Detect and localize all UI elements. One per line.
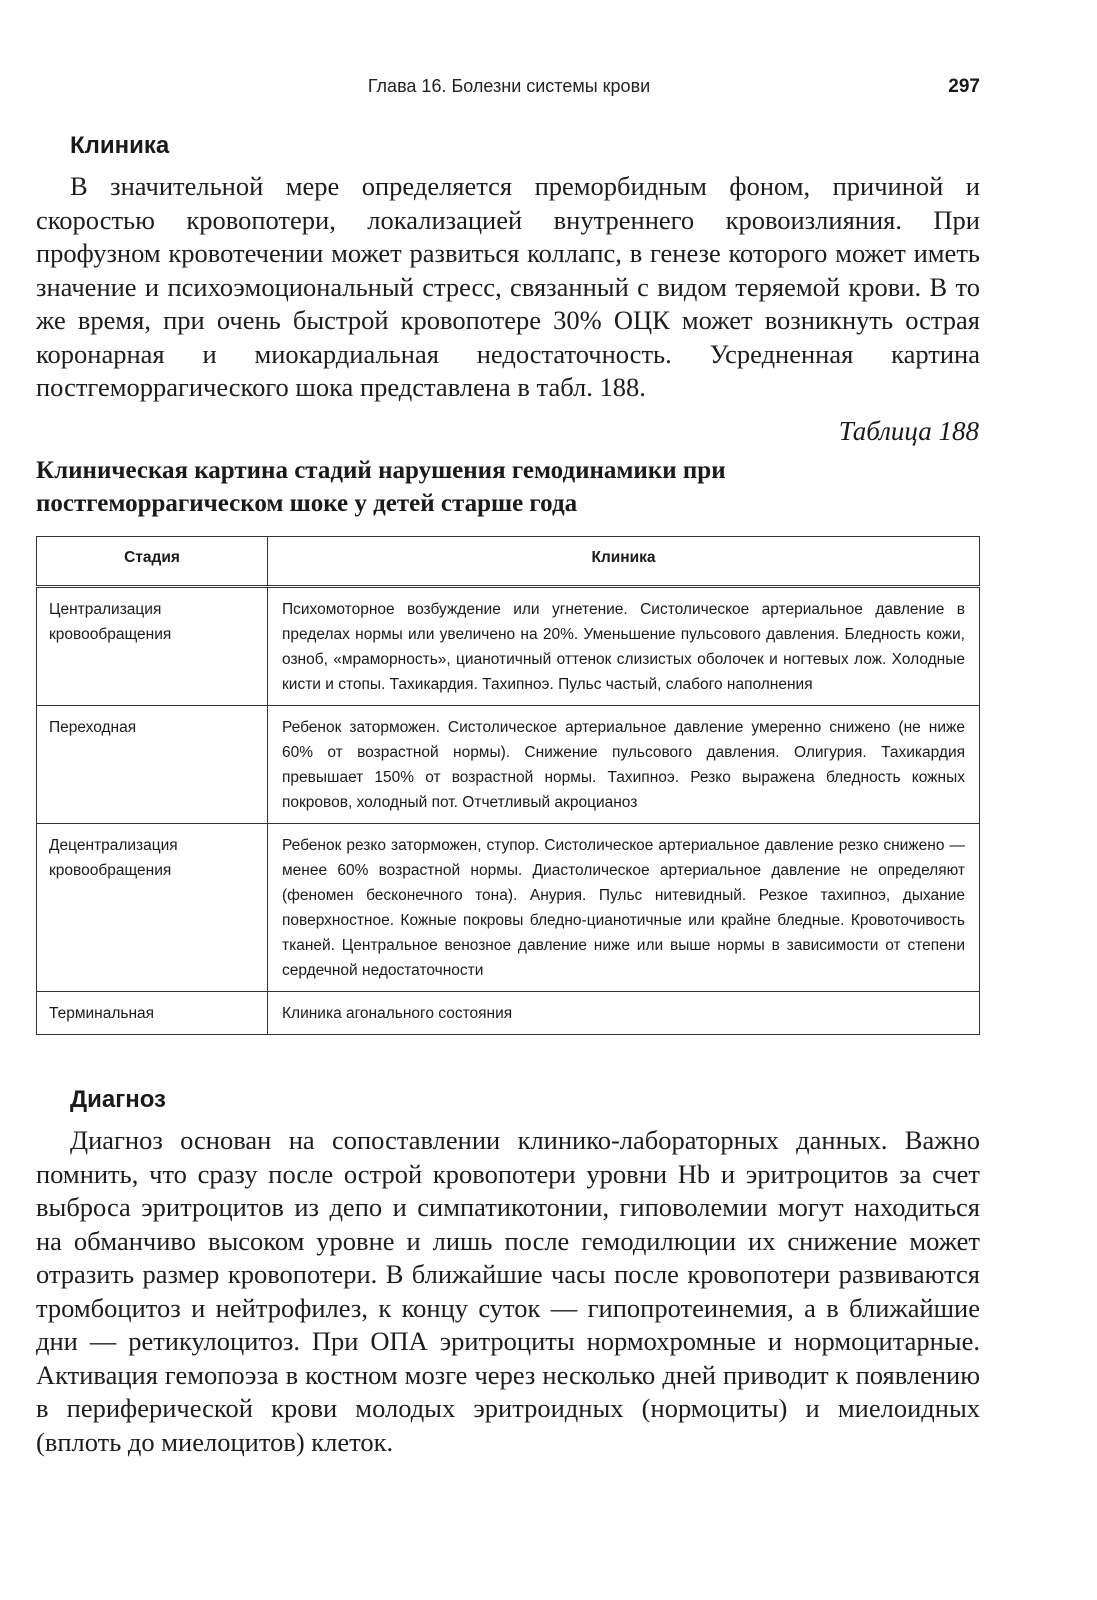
stage-cell: Терминальная	[37, 992, 268, 1035]
table-header-row	[37, 537, 980, 587]
table-number-label: Таблица 188	[838, 416, 979, 446]
table-title: Клиническая картина стадий нарушения гемодинамики при постгеморрагическом шоке у детей старше года	[36, 457, 726, 517]
column-header-clinic: Клиника	[268, 537, 980, 587]
clinic-cell: Психомоторное возбуждение или угнетение. Систолическое артериальное давление в пределах нормы или увеличено на 20%. Уменьшение пульсового давления. Бледность кожи, озноб, «мраморность», цианотичный оттенок слизистых оболочек и ногтевых лож. Холодные кисти и стопы. Тахикардия. Тахипноэ. Пульс частый, слабого наполнения	[268, 587, 980, 706]
stage-cell: Переходная	[37, 706, 268, 824]
table-row	[37, 824, 980, 992]
table-row	[37, 587, 980, 706]
column-header-stage: Стадия	[37, 537, 268, 587]
chapter-title: Глава 16. Болезни системы крови	[367, 76, 651, 96]
table-row	[37, 706, 980, 824]
section-heading-diagnosis: Диагноз	[70, 1086, 166, 1113]
clinic-cell: Ребенок резко заторможен, ступор. Систолическое артериальное давление резко снижено — менее 60% возрастной нормы. Диастолическое артериальное давление не определяют (феномен бесконечного тона). Анурия. Пульс нитевидный. Резкое тахипноэ, дыхание поверхностное. Кожные покровы бледно-цианотичные или крайне бледные. Кровоточивость тканей. Центральное венозное давление ниже или выше нормы в зависимости от степени сердечной недостаточности	[268, 824, 980, 992]
stage-cell: Централизация кровообращения	[37, 587, 268, 706]
section-heading-clinic: Клиника	[70, 132, 170, 159]
diagnosis-paragraph: Диагноз основан на сопоставлении клинико-лабораторных данных. Важно помнить, что сразу после острой кровопотери уровни Hb и эритроцитов за счет выброса эритроцитов из депо и симпатикотонии, гиповолемии могут находиться на обманчиво высоком уровне и лишь после гемодилюции их снижение может отразить размер кровопотери. В ближайшие часы после кровопотери развиваются тромбоцитоз и нейтрофилез, к концу суток — гипопротеинемия, а в ближайшие дни — ретикулоцитоз. При ОПА эритроциты нормохромные и нормоцитарные. Активация гемопоэза в костном мозге через несколько дней приводит к появлению в периферической крови молодых эритроидных (нормоциты) и миелоидных (вплоть до миелоцитов) клеток.	[36, 1125, 980, 1457]
running-head	[38, 76, 980, 106]
clinic-paragraph: В значительной мере определяется преморбидным фоном, причиной и скоростью кровопотери, локализацией внутреннего кровоизлияния. При профузном кровотечении может развиться коллапс, в генезе которого может иметь значение и психоэмоциональный стресс, связанный с видом теряемой крови. В то же время, при очень быстрой кровопотере 30% ОЦК может возникнуть острая коронарная и миокардиальная недостаточность. Усредненная картина постгеморрагического шока представлена в табл. 188.	[36, 171, 980, 402]
clinic-paragraph-block	[36, 170, 980, 405]
table-row	[37, 992, 980, 1035]
page-number: 297	[948, 76, 980, 97]
hemodynamics-stage-table	[36, 536, 980, 1035]
diagnosis-paragraph-block	[36, 1124, 980, 1459]
stage-cell: Децентрализация кровообращения	[37, 824, 268, 992]
clinic-cell: Ребенок заторможен. Систолическое артериальное давление умеренно снижено (не ниже 60% от возрастной нормы). Снижение пульсового давления. Олигурия. Тахикардия превышает 150% от возрастной нормы. Тахипноэ. Резко выражена бледность кожных покровов, холодный пот. Отчетливый акроцианоз	[268, 706, 980, 824]
clinic-cell: Клиника агонального состояния	[268, 992, 980, 1035]
